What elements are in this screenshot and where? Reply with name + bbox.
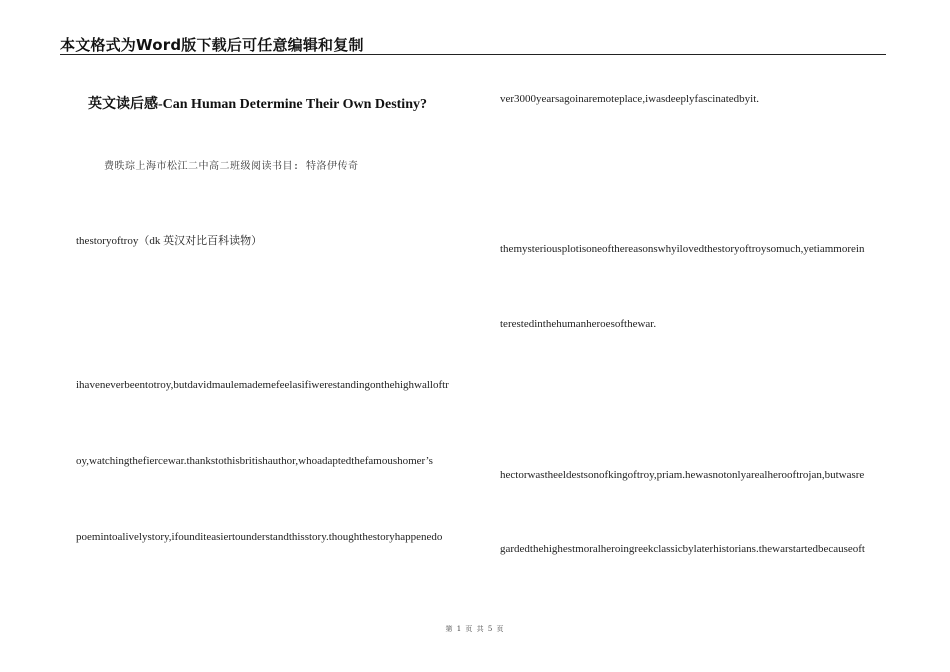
document-title: 英文读后感-Can Human Determine Their Own Destiny? xyxy=(88,97,427,112)
body-line: hectorwastheeldestsonofkingoftroy,priam.hewasnotonlyarealherooftrojan,butwasre xyxy=(500,469,865,481)
body-line: poemintoalivelystory,ifounditeasiertounderstandthisstory.thoughthestoryhappenedo xyxy=(76,531,443,543)
body-line: ihaveneverbeentotroy,butdavidmaulemademefeelasifiwerestandingonthehighwalloftr xyxy=(76,379,449,391)
document-byline: 费昳琮上海市松江二中高二班级阅读书目: 特洛伊传奇 xyxy=(104,161,359,172)
body-line: thestoryoftroy（dk 英汉对比百科读物） xyxy=(76,235,263,247)
body-line: terestedinthehumanheroesofthewar. xyxy=(500,318,657,330)
body-line: themysteriousplotisoneofthereasonswhyilovedthestoryoftroysomuch,yetiammorein xyxy=(500,243,865,255)
document-header xyxy=(60,34,886,55)
body-line: oy,watchingthefiercewar.thankstothisbritishauthor,whoadaptedthefamoushomer’s xyxy=(76,455,433,467)
header-title: 本文格式为Word版下载后可任意编辑和复制 xyxy=(60,36,364,54)
body-line: gardedthehighestmoralheroingreekclassicbylaterhistorians.thewarstartedbecauseoft xyxy=(500,543,865,555)
page-number: 第 1 页 共 5 页 xyxy=(445,625,505,633)
body-line: ver3000yearsagoinaremoteplace,iwasdeeplyfascinatedbyit. xyxy=(500,93,759,105)
